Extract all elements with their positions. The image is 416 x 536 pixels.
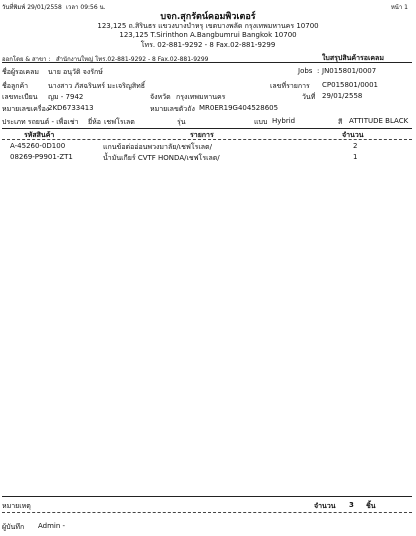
model-label: รุ่น xyxy=(177,118,186,126)
registration-label: เลขทะเบียน xyxy=(2,93,38,101)
jobs-value: JN015801/0007 xyxy=(322,67,377,75)
engine-value: 2KD6733413 xyxy=(48,104,94,112)
total-label: จำนวน xyxy=(314,502,336,510)
row-1-description: แกนข้อต่ออ่อนพวงมาลัย/เชฟโรเลต/ xyxy=(103,143,212,151)
docno-value: CP015801/0001 xyxy=(322,81,379,89)
brand-value: เชฟโรเลต xyxy=(104,118,135,126)
column-header-description: รายการ xyxy=(190,131,214,139)
customer-value: นางสาว ภัสฉรินทร์ มะเจริญสิทธิ์ xyxy=(48,82,146,90)
footer-divider xyxy=(2,496,412,497)
row-2-quantity: 1 xyxy=(353,153,358,161)
docno-label: เลขที่รายการ xyxy=(270,82,310,90)
style-value: Hybrid xyxy=(272,117,296,125)
company-name: บจก.สุกรัตน์คอมพิวเตอร์ xyxy=(160,12,256,22)
customer-label: ชื่อลูกค้า xyxy=(2,82,29,90)
claimant-label: ชื่อผู้รอเคลม xyxy=(2,68,39,76)
page-number: หน้า 1 xyxy=(390,4,408,11)
jobs-label: Jobs xyxy=(298,67,313,75)
print-time: เวลา 09:56 น. xyxy=(66,4,106,11)
branch-label: ออกโดย & สาขา : xyxy=(2,56,51,63)
row-2-code: 08269-P9901-ZT1 xyxy=(10,153,73,161)
company-phone: โทร. 02-881-9292 - 8 Fax.02-881-9299 xyxy=(140,41,276,49)
column-header-quantity: จำนวน xyxy=(342,131,364,139)
print-date: วันที่พิมพ์ 29/01/2558 xyxy=(2,4,62,11)
recorder-value: Admin - xyxy=(38,522,66,530)
remark-label: หมายเหตุ xyxy=(2,502,31,510)
color-value: ATTITUDE BLACK xyxy=(349,117,409,125)
total-unit: ชิ้น xyxy=(366,502,376,510)
header-divider xyxy=(2,62,412,63)
vehicle-type: ประเภท รถยนต์ - เพื่อเช่า xyxy=(2,118,79,126)
color-label: สี xyxy=(338,118,343,126)
row-2-description: น้ำมันเกียร์ CVTF HONDA/เชฟโรเลต/ xyxy=(103,154,220,162)
row-1-quantity: 2 xyxy=(353,142,358,150)
date-value: 29/01/2558 xyxy=(322,92,363,100)
row-1-code: A-45260-0D100 xyxy=(10,142,66,150)
table-header-divider xyxy=(2,139,412,140)
total-value: 3 xyxy=(349,501,354,509)
column-header-code: รหัสสินค้า xyxy=(24,131,55,139)
table-top-divider xyxy=(2,128,412,129)
engine-label: หมายเลขเครื่อง xyxy=(2,105,50,113)
province-value: กรุงเทพมหานคร xyxy=(176,93,226,101)
claimant-value: นาย อนุวัติ จงรักษ์ xyxy=(48,68,103,76)
jobs-colon: : xyxy=(317,67,320,75)
document-title: ใบสรุปสินค้ารอเคลม xyxy=(322,54,384,62)
date-label: วันที่ xyxy=(302,93,316,101)
province-label: จังหวัด xyxy=(150,93,171,101)
recorder-label: ผู้บันทึก xyxy=(2,523,25,531)
branch-value: สำนักงานใหญ่ โทร.02-881-9292 - 8 Fax.02-881-9299 xyxy=(56,56,209,63)
company-address-en: 123,125 T.Sirinthon A.Bangbumrui Bangkok 10700 xyxy=(119,31,297,39)
registration-value: ญม - 7942 xyxy=(48,93,84,101)
chassis-label: หมายเลขตัวถัง xyxy=(150,105,195,113)
footer-bottom-divider xyxy=(2,512,412,513)
chassis-value: MR0ER19G404528605 xyxy=(199,104,279,112)
style-label: แบบ xyxy=(254,118,268,126)
brand-label: ยี่ห้อ xyxy=(88,118,101,126)
company-address-th: 123,125 ถ.สิรินธร แขวงบางบำหรุ เขตบางพลัด กรุงเทพมหานคร 10700 xyxy=(97,22,319,30)
